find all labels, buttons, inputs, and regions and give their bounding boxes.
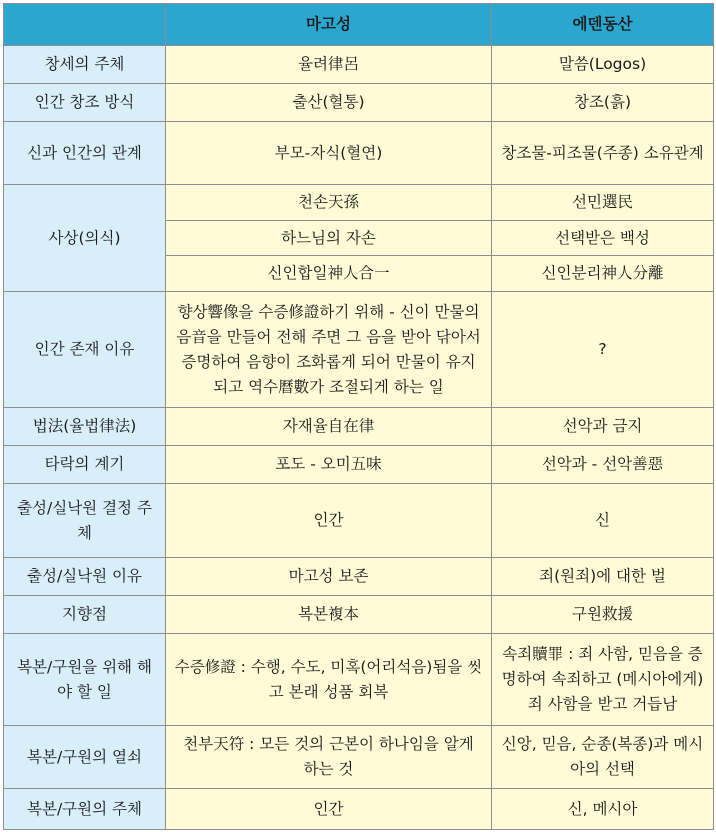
eden-cell: 선악과 금지 — [492, 408, 714, 446]
magoseong-cell: 신인합일神人合一 — [166, 256, 492, 292]
table-row — [4, 84, 714, 122]
table-row — [4, 122, 714, 185]
eden-cell: 속죄贖罪 : 죄 사함, 믿음을 증명하여 속죄하고 (메시아에게) 죄 사함을 받고 거듭남 — [492, 634, 714, 726]
magoseong-cell: 인간 — [166, 789, 492, 830]
magoseong-cell: 하느님의 자손 — [166, 221, 492, 256]
eden-cell: 신앙, 믿음, 순종(복종)과 메시아의 선택 — [492, 726, 714, 789]
eden-cell: 말씀(Logos) — [492, 46, 714, 84]
magoseong-cell: 천부天符 : 모든 것의 근본이 하나임을 알게 하는 것 — [166, 726, 492, 789]
eden-cell: ? — [492, 292, 714, 408]
table-row — [4, 789, 714, 830]
eden-cell: 창조물-피조물(주종) 소유관계 — [492, 122, 714, 185]
row-label: 출성/실낙원 결정 주체 — [4, 484, 166, 558]
header-corner — [4, 4, 166, 46]
col-header-magoseong: 마고성 — [166, 4, 492, 46]
row-label: 지향점 — [4, 596, 166, 634]
magoseong-cell: 자재율自在律 — [166, 408, 492, 446]
magoseong-cell: 향상響像을 수증修證하기 위해 - 신이 만물의 음音을 만들어 전해 주면 그 음을 받아 닦아서 증명하여 음향이 조화롭게 되어 만물이 유지되고 역수曆數가 조절되게 하는 일 — [166, 292, 492, 408]
row-label: 인간 창조 방식 — [4, 84, 166, 122]
eden-cell: 선택받은 백성 — [492, 221, 714, 256]
table-row — [4, 185, 714, 221]
row-label: 창세의 주체 — [4, 46, 166, 84]
eden-cell: 신 — [492, 484, 714, 558]
table-row — [4, 408, 714, 446]
row-label: 신과 인간의 관계 — [4, 122, 166, 185]
eden-cell: 죄(원죄)에 대한 벌 — [492, 558, 714, 596]
row-label: 출성/실낙원 이유 — [4, 558, 166, 596]
table-row — [4, 596, 714, 634]
eden-cell: 선악과 - 선악善惡 — [492, 446, 714, 484]
magoseong-cell: 부모-자식(혈연) — [166, 122, 492, 185]
header-row — [4, 4, 714, 46]
magoseong-cell: 수증修證 : 수행, 수도, 미혹(어리석음)됨을 씻고 본래 성품 회복 — [166, 634, 492, 726]
row-label: 복본/구원의 열쇠 — [4, 726, 166, 789]
magoseong-cell: 포도 - 오미五味 — [166, 446, 492, 484]
eden-cell: 구원救援 — [492, 596, 714, 634]
table-row — [4, 484, 714, 558]
magoseong-cell: 복본複本 — [166, 596, 492, 634]
table-row — [4, 446, 714, 484]
row-label: 사상(의식) — [4, 185, 166, 292]
row-label: 법法(율법律法) — [4, 408, 166, 446]
comparison-table — [3, 3, 714, 830]
eden-cell: 신인분리神人分離 — [492, 256, 714, 292]
magoseong-cell: 출산(혈통) — [166, 84, 492, 122]
magoseong-cell: 인간 — [166, 484, 492, 558]
eden-cell: 신, 메시아 — [492, 789, 714, 830]
row-label: 인간 존재 이유 — [4, 292, 166, 408]
col-header-eden: 에덴동산 — [492, 4, 714, 46]
magoseong-cell: 천손天孫 — [166, 185, 492, 221]
table-row — [4, 292, 714, 408]
table-row — [4, 46, 714, 84]
table-row — [4, 558, 714, 596]
table-row — [4, 726, 714, 789]
eden-cell: 선민選民 — [492, 185, 714, 221]
magoseong-cell: 마고성 보존 — [166, 558, 492, 596]
magoseong-cell: 율려律呂 — [166, 46, 492, 84]
row-label: 타락의 계기 — [4, 446, 166, 484]
eden-cell: 창조(흙) — [492, 84, 714, 122]
table-row — [4, 634, 714, 726]
row-label: 복본/구원을 위해 해야 할 일 — [4, 634, 166, 726]
row-label: 복본/구원의 주체 — [4, 789, 166, 830]
